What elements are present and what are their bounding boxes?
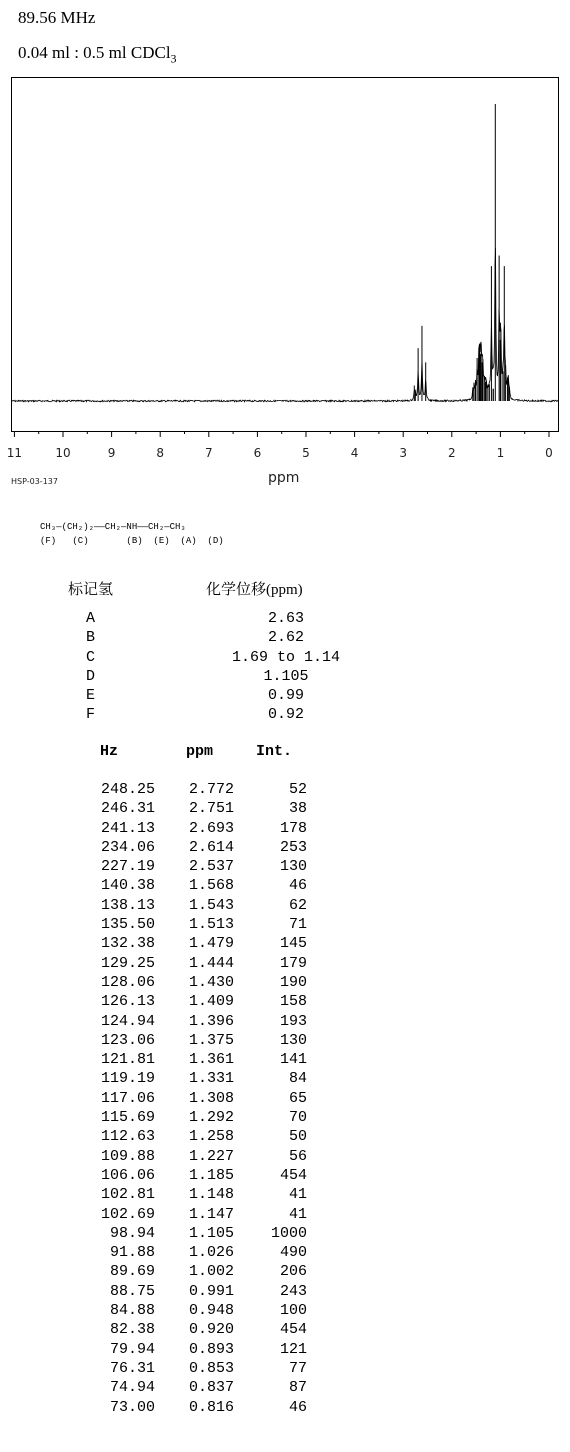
table-row <box>0 1127 570 1146</box>
x-tick-label: 3 <box>399 446 408 460</box>
shift-label: E <box>86 687 96 705</box>
peak-intensity: 190 <box>279 973 307 991</box>
header-intensity: Int. <box>256 743 293 760</box>
x-axis-tick-labels <box>7 446 553 460</box>
peak-hz: 112.63 <box>100 1128 155 1146</box>
peak-intensity: 454 <box>279 1166 307 1184</box>
table-row <box>0 1320 570 1339</box>
table-row <box>0 973 570 992</box>
table-row <box>0 1031 570 1050</box>
peak-hz: 132.38 <box>100 935 155 953</box>
peak-hz: 74.94 <box>109 1379 155 1397</box>
peak-ppm: 1.292 <box>188 1109 234 1127</box>
peak-hz: 76.31 <box>109 1359 155 1377</box>
peak-ppm: 1.430 <box>188 973 234 991</box>
peak-lines <box>414 104 509 401</box>
peak-ppm: 2.751 <box>188 800 234 818</box>
peak-ppm: 1.026 <box>188 1244 234 1262</box>
peak-hz: 89.69 <box>109 1263 155 1281</box>
peak-hz: 106.06 <box>100 1166 155 1184</box>
peak-ppm: 1.396 <box>188 1012 234 1030</box>
peak-ppm: 1.568 <box>188 877 234 895</box>
table-row <box>0 1398 570 1417</box>
peak-ppm: 1.148 <box>188 1186 234 1204</box>
peak-hz: 135.50 <box>100 916 155 934</box>
x-axis-label: ppm <box>268 470 300 486</box>
peak-intensity: 130 <box>279 1031 307 1049</box>
peak-intensity: 84 <box>288 1070 307 1088</box>
x-tick-label: 11 <box>6 446 23 460</box>
structure-formula: CH₃—(CH₂)₂——CH₂—NH——CH₂—CH₃ <box>40 522 186 532</box>
shift-label: C <box>86 648 96 666</box>
table-row <box>0 1262 570 1281</box>
peak-ppm: 1.375 <box>188 1031 234 1049</box>
peak-ppm: 0.920 <box>188 1321 234 1339</box>
shift-value: 1.105 <box>263 667 309 685</box>
peak-ppm: 0.816 <box>188 1398 234 1416</box>
peak-ppm: 1.479 <box>188 935 234 953</box>
peak-ppm: 1.361 <box>188 1051 234 1069</box>
peak-ppm: 0.991 <box>188 1282 234 1300</box>
peak-intensity: 145 <box>279 935 307 953</box>
peak-ppm: 1.409 <box>188 993 234 1011</box>
table-row <box>0 857 570 876</box>
table-row <box>0 1108 570 1127</box>
peak-hz: 248.25 <box>100 781 155 798</box>
peak-ppm: 1.543 <box>188 896 234 914</box>
peak-intensity: 41 <box>288 1205 307 1223</box>
shift-value: 2.63 <box>267 610 304 627</box>
header-chemical-shift: 化学位移(ppm) <box>206 582 303 598</box>
peak-hz: 82.38 <box>109 1321 155 1339</box>
table-row <box>0 1340 570 1359</box>
table-row <box>0 819 570 838</box>
peak-intensity: 121 <box>279 1340 307 1358</box>
x-tick-label: 1 <box>496 446 505 460</box>
peak-ppm: 1.258 <box>188 1128 234 1146</box>
peak-ppm: 1.331 <box>188 1070 234 1088</box>
table-row <box>0 1282 570 1301</box>
table-row <box>0 1205 570 1224</box>
peak-intensity: 62 <box>288 896 307 914</box>
peak-intensity: 65 <box>288 1089 307 1107</box>
peak-table <box>0 780 570 1417</box>
x-tick-label: 0 <box>545 446 553 460</box>
peak-intensity: 87 <box>288 1379 307 1397</box>
spectrometer-frequency: 89.56 MHz <box>18 8 96 27</box>
spectrum-trace <box>12 248 558 402</box>
peak-intensity: 1000 <box>270 1224 307 1242</box>
table-row <box>0 1378 570 1397</box>
peak-hz: 73.00 <box>109 1398 155 1416</box>
peak-hz: 126.13 <box>100 993 155 1011</box>
table-row <box>0 876 570 895</box>
peak-hz: 227.19 <box>100 858 155 876</box>
shift-value: 1.69 to 1.14 <box>231 648 341 666</box>
peak-hz: 98.94 <box>109 1224 155 1242</box>
peak-ppm: 2.537 <box>188 858 234 876</box>
peak-ppm: 1.308 <box>188 1089 234 1107</box>
peak-intensity: 130 <box>279 858 307 876</box>
shift-value: 0.92 <box>267 706 304 724</box>
shift-label: B <box>86 629 96 647</box>
peak-intensity: 100 <box>279 1302 307 1320</box>
peak-intensity: 178 <box>279 819 307 837</box>
peak-hz: 246.31 <box>100 800 155 818</box>
peak-ppm: 1.105 <box>188 1224 234 1242</box>
shift-label: D <box>86 667 96 685</box>
peak-ppm: 1.185 <box>188 1166 234 1184</box>
structure-labels: (F) (C) (B) (E) (A) (D) <box>40 536 224 546</box>
peak-intensity: 179 <box>279 954 307 972</box>
nmr-spectrum-chart <box>0 0 570 470</box>
peak-intensity: 206 <box>279 1263 307 1281</box>
header-hz: Hz <box>100 743 119 760</box>
peak-ppm: 1.513 <box>188 916 234 934</box>
peak-hz: 140.38 <box>100 877 155 895</box>
peak-intensity: 77 <box>288 1359 307 1377</box>
peak-ppm: 1.147 <box>188 1205 234 1223</box>
peak-hz: 138.13 <box>100 896 155 914</box>
table-row <box>0 1185 570 1204</box>
peak-hz: 117.06 <box>100 1089 155 1107</box>
table-row <box>0 1147 570 1166</box>
peak-hz: 109.88 <box>100 1147 155 1165</box>
peak-intensity: 490 <box>279 1244 307 1262</box>
peak-hz: 128.06 <box>100 973 155 991</box>
table-row <box>0 1301 570 1320</box>
peak-hz: 115.69 <box>100 1109 155 1127</box>
shift-label: F <box>86 706 96 724</box>
table-row <box>0 992 570 1011</box>
x-tick-label: 4 <box>350 446 359 460</box>
peak-hz: 119.19 <box>100 1070 155 1088</box>
sample-subscript: 3 <box>170 51 177 66</box>
peak-ppm: 0.853 <box>188 1359 234 1377</box>
spectrum-code: HSP-03-137 <box>11 477 58 486</box>
peak-ppm: 0.893 <box>188 1340 234 1358</box>
peak-intensity: 253 <box>279 838 307 856</box>
x-tick-label: 5 <box>302 446 310 460</box>
peak-hz: 102.81 <box>100 1186 155 1204</box>
x-tick-label: 6 <box>253 446 262 460</box>
peak-ppm: 0.948 <box>188 1302 234 1320</box>
peak-hz: 91.88 <box>109 1244 155 1262</box>
peak-ppm: 0.837 <box>188 1379 234 1397</box>
table-row <box>0 1069 570 1088</box>
table-row <box>0 1166 570 1185</box>
peak-intensity: 50 <box>288 1128 307 1146</box>
peak-hz: 241.13 <box>100 819 155 837</box>
peak-intensity: 41 <box>288 1186 307 1204</box>
peak-intensity: 46 <box>288 1398 307 1416</box>
table-row <box>0 780 570 799</box>
molecular-structure <box>40 520 224 548</box>
shift-value: 0.99 <box>267 687 304 705</box>
peak-intensity: 56 <box>288 1147 307 1165</box>
table-row <box>0 915 570 934</box>
peak-ppm: 1.444 <box>188 954 234 972</box>
peak-intensity: 193 <box>279 1012 307 1030</box>
peak-intensity: 243 <box>279 1282 307 1300</box>
peak-hz: 124.94 <box>100 1012 155 1030</box>
x-tick-label: 2 <box>447 446 456 460</box>
peak-ppm: 2.772 <box>188 781 234 798</box>
x-tick-label: 9 <box>107 446 116 460</box>
table-row <box>0 1050 570 1069</box>
table-row <box>0 934 570 953</box>
x-tick-label: 8 <box>156 446 165 460</box>
peak-intensity: 38 <box>288 800 307 818</box>
peak-intensity: 141 <box>279 1051 307 1069</box>
peak-hz: 129.25 <box>100 954 155 972</box>
table-row <box>0 1359 570 1378</box>
table-row <box>0 1012 570 1031</box>
peak-ppm: 1.002 <box>188 1263 234 1281</box>
peak-ppm: 2.614 <box>188 838 234 856</box>
peak-intensity: 52 <box>288 781 307 798</box>
peak-hz: 88.75 <box>109 1282 155 1300</box>
peak-intensity: 454 <box>279 1321 307 1339</box>
peak-hz: 84.88 <box>109 1302 155 1320</box>
shift-value: 2.62 <box>267 629 304 647</box>
peak-hz: 234.06 <box>100 838 155 856</box>
table-row <box>0 1089 570 1108</box>
peak-hz: 79.94 <box>109 1340 155 1358</box>
peak-intensity: 71 <box>288 916 307 934</box>
table-row <box>0 838 570 857</box>
table-row <box>0 1224 570 1243</box>
peak-hz: 102.69 <box>100 1205 155 1223</box>
table-row <box>0 954 570 973</box>
peak-hz: 123.06 <box>100 1031 155 1049</box>
peak-ppm: 2.693 <box>188 819 234 837</box>
peak-ppm: 1.227 <box>188 1147 234 1165</box>
x-tick-label: 7 <box>204 446 213 460</box>
peak-intensity: 70 <box>288 1109 307 1127</box>
table-row <box>0 896 570 915</box>
header-marked-hydrogen: 标记氢 <box>68 582 114 598</box>
header-ppm: ppm <box>186 743 214 760</box>
x-tick-label: 10 <box>55 446 71 460</box>
peak-intensity: 158 <box>279 993 307 1011</box>
table-row <box>0 799 570 818</box>
peak-hz: 121.81 <box>100 1051 155 1069</box>
table-row <box>0 1243 570 1262</box>
sample-text: 0.04 ml : 0.5 ml CDCl <box>18 43 171 62</box>
shift-label: A <box>86 610 96 627</box>
peak-intensity: 46 <box>288 877 307 895</box>
